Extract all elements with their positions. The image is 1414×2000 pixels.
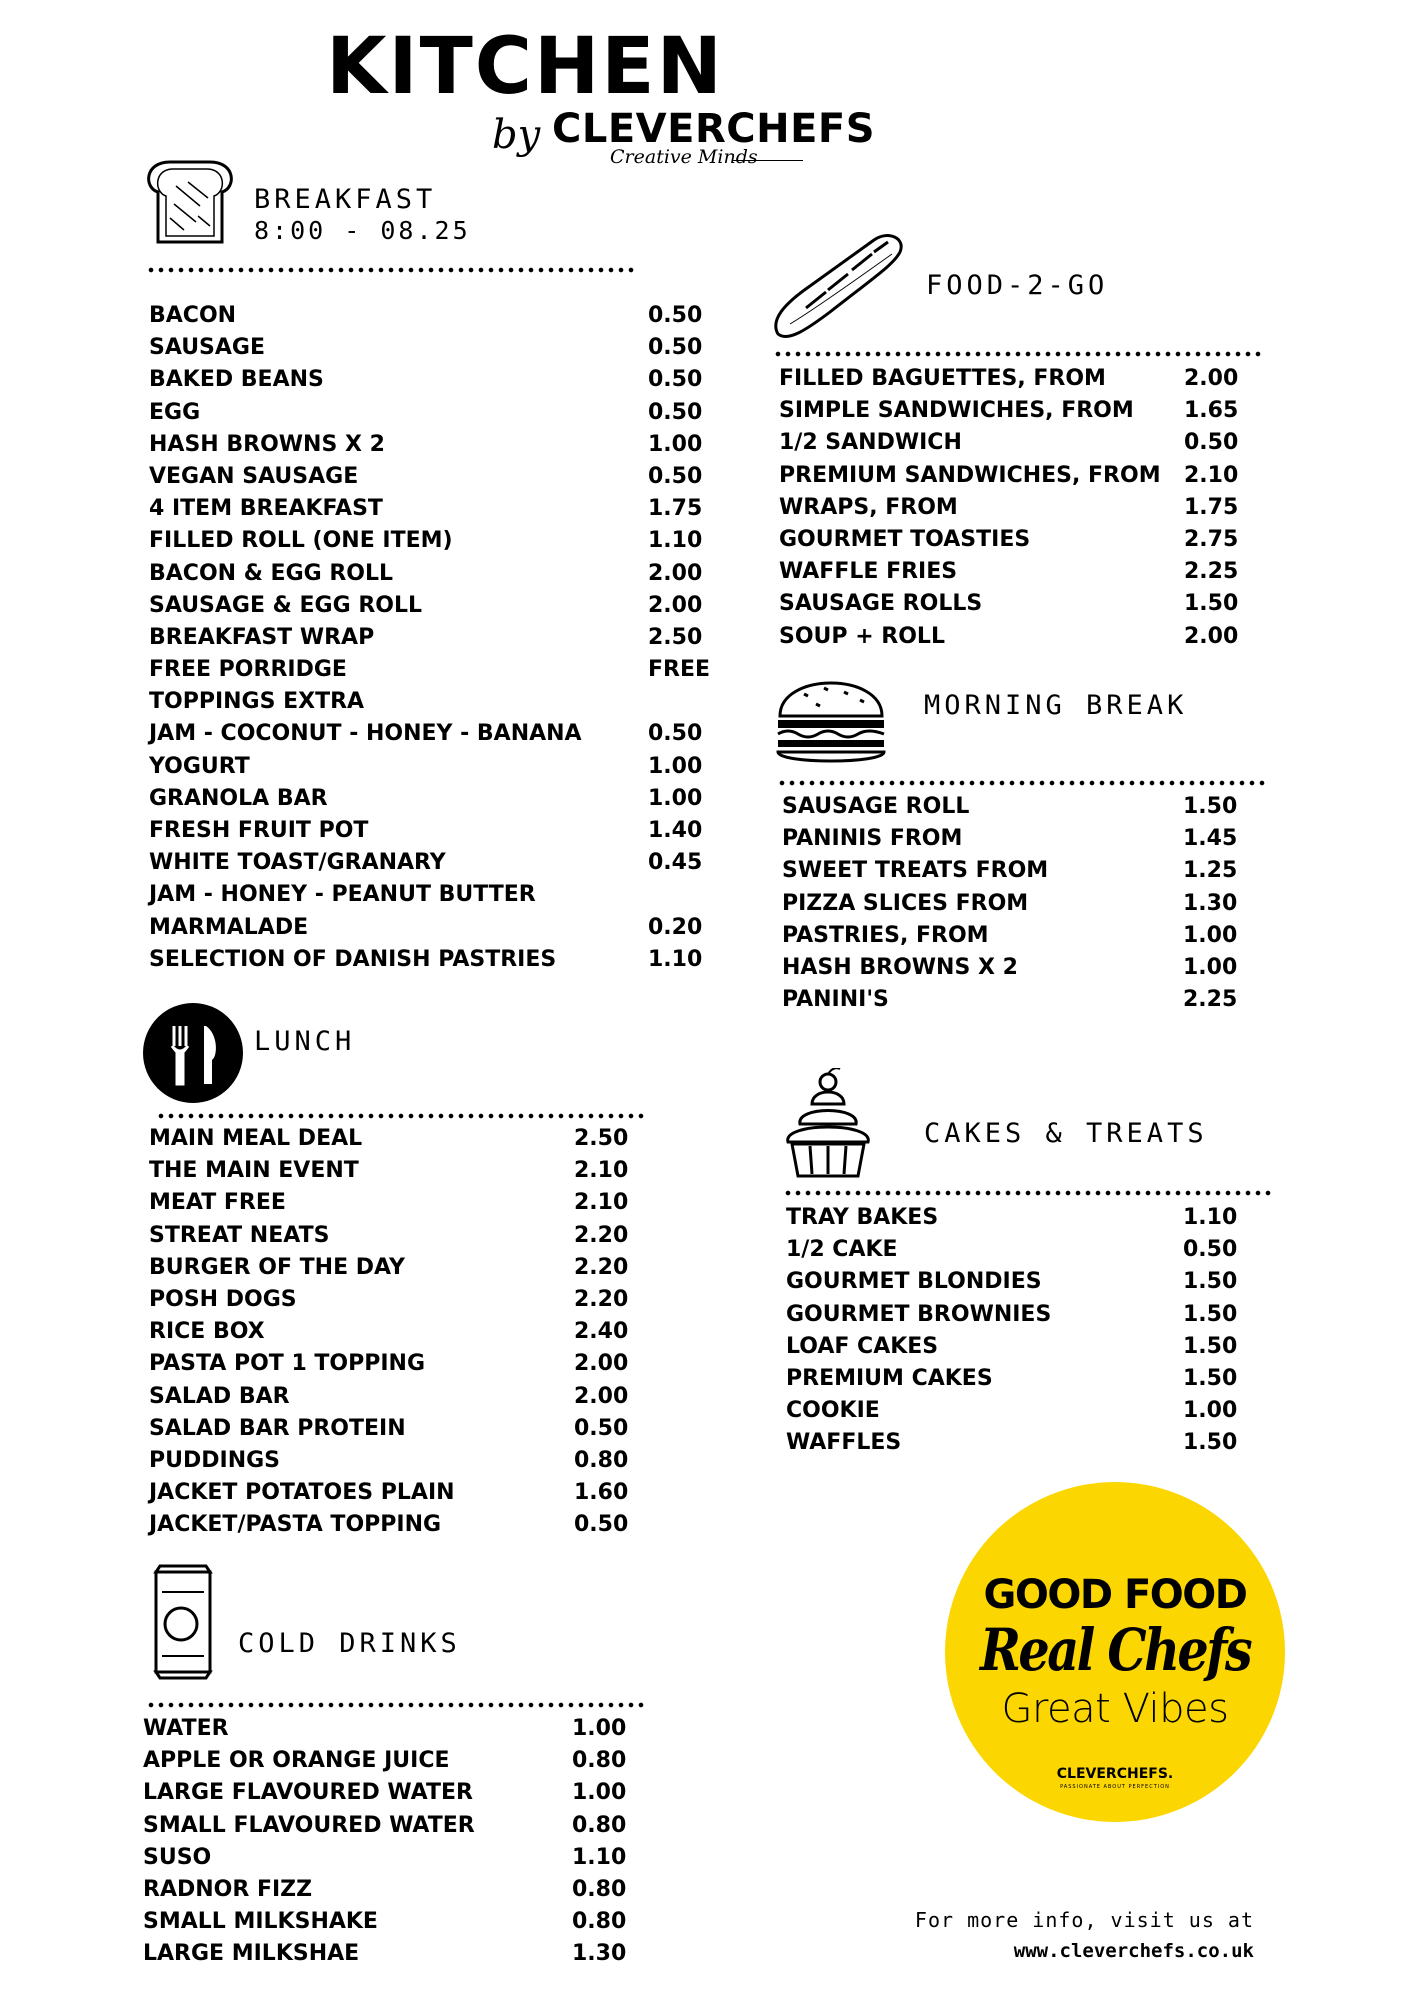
menu-item-name: SAUSAGE xyxy=(149,335,266,361)
menu-item-name: 4 ITEM BREAKFAST xyxy=(149,496,383,522)
menu-item-price: 2.40 xyxy=(574,1319,629,1345)
menu-item-price: 0.80 xyxy=(574,1447,629,1473)
menu-item-price: 0.80 xyxy=(572,1909,627,1935)
menu-item-price: 0.45 xyxy=(648,850,703,876)
menu-item-price: 1.10 xyxy=(648,946,703,972)
menu-item-name: TRAY BAKES xyxy=(786,1205,939,1230)
menu-item-name: WHITE TOAST/GRANARY xyxy=(149,850,446,876)
menu-item-price: 0.50 xyxy=(1184,430,1239,456)
breakfast-title: BREAKFAST xyxy=(254,184,437,215)
cakes-treats-title: CAKES & TREATS xyxy=(924,1118,1208,1149)
menu-item-name: MARMALADE xyxy=(149,914,309,940)
menu-item-price: 1.00 xyxy=(648,785,703,811)
menu-item-price: 2.50 xyxy=(648,624,703,650)
menu-item xyxy=(143,1906,663,1938)
menu-item-name: JACKET POTATOES PLAIN xyxy=(149,1480,455,1506)
menu-item-name: SAUSAGE & EGG ROLL xyxy=(149,592,423,618)
cold-drinks-list xyxy=(143,1713,663,1971)
menu-item-name: JAM - COCONUT - HONEY - BANANA xyxy=(149,721,582,747)
lunch-title: LUNCH xyxy=(254,1026,356,1057)
menu-item-name: APPLE OR ORANGE JUICE xyxy=(143,1748,450,1774)
breakfast-divider xyxy=(146,267,636,273)
menu-item xyxy=(779,363,1279,395)
menu-item-name: BAKED BEANS xyxy=(149,367,324,393)
menu-item xyxy=(782,791,1282,823)
food-to-go-divider xyxy=(773,351,1263,357)
menu-item xyxy=(149,429,729,461)
menu-item xyxy=(149,879,729,911)
menu-item xyxy=(143,1938,663,1970)
menu-item xyxy=(143,1777,663,1809)
menu-item-price: 1.50 xyxy=(1183,1430,1238,1456)
menu-item-price: 1.50 xyxy=(1184,591,1239,617)
menu-item xyxy=(779,460,1279,492)
menu-item xyxy=(149,1123,669,1155)
menu-item-name: LOAF CAKES xyxy=(786,1333,939,1359)
lunch-list xyxy=(149,1123,669,1541)
menu-item xyxy=(149,364,729,396)
menu-item-name: LARGE MILKSHAE xyxy=(143,1941,360,1967)
fork-knife-icon xyxy=(142,1002,244,1104)
menu-item-price: 1.50 xyxy=(1183,794,1238,819)
menu-item xyxy=(786,1331,1286,1363)
menu-item xyxy=(149,1284,669,1316)
menu-item-name: RADNOR FIZZ xyxy=(143,1876,313,1902)
menu-item-name: LARGE FLAVOURED WATER xyxy=(143,1780,473,1806)
menu-item-name: SMALL FLAVOURED WATER xyxy=(143,1812,475,1838)
menu-item xyxy=(149,525,729,557)
menu-item xyxy=(149,783,729,815)
food-to-go-list xyxy=(779,363,1279,653)
brand-tagline: Creative Minds xyxy=(610,146,758,168)
menu-item-price: 1.10 xyxy=(572,1844,627,1870)
menu-item-name: BURGER OF THE DAY xyxy=(149,1254,405,1280)
menu-item-price: 2.10 xyxy=(574,1190,629,1216)
menu-item xyxy=(779,621,1279,653)
menu-item xyxy=(786,1266,1286,1298)
badge-line-real-chefs: Real Chefs xyxy=(979,1616,1251,1684)
menu-item xyxy=(782,855,1282,887)
menu-item-price: 1.75 xyxy=(1184,494,1239,520)
page-title: KITCHEN xyxy=(326,22,724,112)
menu-item-name: YOGURT xyxy=(149,753,250,779)
menu-item-price: 2.25 xyxy=(1183,987,1238,1013)
menu-item-name: THE MAIN EVENT xyxy=(149,1158,359,1184)
menu-item-price: 0.80 xyxy=(572,1748,627,1774)
menu-item xyxy=(786,1427,1286,1459)
menu-item-name: PREMIUM CAKES xyxy=(786,1365,993,1391)
menu-item xyxy=(149,944,729,976)
menu-item-price: 1.60 xyxy=(574,1480,629,1506)
menu-item xyxy=(149,1348,669,1380)
menu-item-price: 0.50 xyxy=(648,463,703,489)
menu-item xyxy=(149,1316,669,1348)
menu-item-name: BREAKFAST WRAP xyxy=(149,624,375,650)
menu-item-name: 1/2 CAKE xyxy=(786,1237,898,1263)
menu-item-price: 1.10 xyxy=(1183,1205,1238,1230)
menu-item-price: 1.50 xyxy=(1183,1301,1238,1327)
cakes-treats-list xyxy=(786,1202,1286,1460)
menu-item-price: 1.00 xyxy=(648,431,703,457)
menu-item-name: MEAT FREE xyxy=(149,1190,286,1216)
menu-item xyxy=(786,1395,1286,1427)
menu-item xyxy=(782,888,1282,920)
menu-item-name: RICE BOX xyxy=(149,1319,265,1345)
menu-item xyxy=(149,1252,669,1284)
menu-item xyxy=(782,920,1282,952)
tagline-underline xyxy=(733,160,803,161)
toast-icon xyxy=(140,156,240,246)
menu-item xyxy=(779,556,1279,588)
badge-brand-tagline: PASSIONATE ABOUT PERFECTION xyxy=(1060,1784,1170,1790)
menu-item-name: STREAT NEATS xyxy=(149,1222,330,1248)
menu-item xyxy=(149,1220,669,1252)
cold-drinks-title: COLD DRINKS xyxy=(238,1628,461,1659)
menu-item-price: 1.10 xyxy=(648,528,703,554)
menu-item-name: JAM - HONEY - PEANUT BUTTER xyxy=(149,882,536,908)
menu-item-price: 1.40 xyxy=(648,818,703,843)
menu-item-price: 2.50 xyxy=(574,1126,629,1151)
menu-item-price: 2.00 xyxy=(574,1351,629,1377)
menu-item xyxy=(786,1202,1286,1234)
morning-break-list xyxy=(782,791,1282,1016)
menu-item-name: FRESH FRUIT POT xyxy=(149,818,369,843)
menu-item-name: SMALL MILKSHAKE xyxy=(143,1909,378,1935)
menu-item-price: 1.50 xyxy=(1183,1333,1238,1359)
menu-item xyxy=(149,493,729,525)
menu-item xyxy=(149,590,729,622)
menu-item-price: 1.25 xyxy=(1183,858,1238,884)
morning-break-title: MORNING BREAK xyxy=(924,690,1188,721)
menu-item-price: FREE xyxy=(648,657,711,683)
menu-item xyxy=(779,395,1279,427)
menu-item-price: 2.00 xyxy=(648,560,703,586)
menu-item-name: BACON & EGG ROLL xyxy=(149,560,394,586)
menu-item-name: PREMIUM SANDWICHES, FROM xyxy=(779,462,1161,488)
menu-item-name: SALAD BAR PROTEIN xyxy=(149,1415,406,1441)
cold-drinks-divider xyxy=(146,1702,644,1708)
badge-brand: CLEVERCHEFS. xyxy=(1056,1766,1174,1782)
menu-item-price: 0.50 xyxy=(648,399,703,425)
menu-item xyxy=(149,1155,669,1187)
menu-item-price: 2.20 xyxy=(574,1286,629,1312)
menu-item xyxy=(149,397,729,429)
menu-item-name: WATER xyxy=(143,1716,229,1741)
menu-item xyxy=(149,912,729,944)
menu-item-price: 2.00 xyxy=(574,1383,629,1409)
menu-item xyxy=(149,300,729,332)
menu-item-price: 1.00 xyxy=(1183,954,1238,980)
menu-item xyxy=(143,1810,663,1842)
menu-item xyxy=(149,558,729,590)
menu-item xyxy=(779,524,1279,556)
menu-item xyxy=(782,952,1282,984)
menu-item xyxy=(149,654,729,686)
menu-item-price: 2.10 xyxy=(574,1158,629,1184)
menu-item-price: 1.50 xyxy=(1183,1269,1238,1295)
menu-item xyxy=(149,622,729,654)
menu-item-price: 1.00 xyxy=(572,1780,627,1806)
menu-item-price: 1.75 xyxy=(648,496,703,522)
menu-item-price: 1.00 xyxy=(572,1716,627,1741)
menu-item-name: HASH BROWNS X 2 xyxy=(782,954,1018,980)
menu-item-name: HASH BROWNS X 2 xyxy=(149,431,385,457)
menu-item xyxy=(782,984,1282,1016)
menu-item-price: 0.50 xyxy=(648,303,703,328)
menu-item-name: SELECTION OF DANISH PASTRIES xyxy=(149,946,557,972)
menu-item xyxy=(149,1509,669,1541)
menu-item-price: 1.45 xyxy=(1183,826,1238,852)
menu-item xyxy=(149,686,729,718)
cupcake-icon xyxy=(782,1068,874,1180)
badge-line-great-vibes: Great Vibes xyxy=(1001,1686,1229,1732)
menu-item-price: 0.50 xyxy=(574,1512,629,1538)
menu-item xyxy=(786,1363,1286,1395)
cakes-treats-divider xyxy=(783,1190,1273,1196)
menu-item-name: TOPPINGS EXTRA xyxy=(149,689,365,715)
menu-item-name: FREE PORRIDGE xyxy=(149,657,347,683)
menu-item xyxy=(149,1477,669,1509)
menu-item-name: POSH DOGS xyxy=(149,1286,297,1312)
menu-item-name: PANINIS FROM xyxy=(782,826,963,852)
menu-item xyxy=(149,718,729,750)
menu-item-name: SAUSAGE ROLL xyxy=(782,794,970,819)
menu-item xyxy=(143,1713,663,1745)
breakfast-time: 8:00 - 08.25 xyxy=(254,216,471,245)
menu-item xyxy=(143,1874,663,1906)
menu-item xyxy=(779,588,1279,620)
menu-item-price: 0.50 xyxy=(1183,1237,1238,1263)
soda-can-icon xyxy=(148,1562,218,1682)
menu-item-price: 0.80 xyxy=(572,1812,627,1838)
menu-item xyxy=(149,847,729,879)
menu-item xyxy=(149,1445,669,1477)
menu-item xyxy=(786,1234,1286,1266)
menu-item-name: PUDDINGS xyxy=(149,1447,281,1473)
menu-item-price: 1.30 xyxy=(1183,890,1238,916)
menu-item xyxy=(779,427,1279,459)
menu-item-price: 1.00 xyxy=(648,753,703,779)
menu-item-name: WAFFLES xyxy=(786,1430,902,1456)
menu-item-price: 0.50 xyxy=(648,721,703,747)
menu-item-name: PASTRIES, FROM xyxy=(782,922,989,948)
baguette-icon xyxy=(770,228,908,344)
menu-item xyxy=(149,1187,669,1219)
menu-item xyxy=(786,1299,1286,1331)
menu-item-price: 2.10 xyxy=(1184,462,1239,488)
menu-item-name: PASTA POT 1 TOPPING xyxy=(149,1351,426,1377)
menu-item-price: 0.50 xyxy=(648,367,703,393)
food-to-go-title: FOOD-2-GO xyxy=(926,270,1109,301)
menu-item-name: SWEET TREATS FROM xyxy=(782,858,1049,884)
menu-item xyxy=(143,1745,663,1777)
menu-item xyxy=(779,492,1279,524)
footer-info-text: For more info, visit us at xyxy=(914,1908,1254,1932)
menu-item xyxy=(782,823,1282,855)
lunch-divider xyxy=(156,1113,646,1119)
by-text: by xyxy=(492,112,541,158)
menu-item xyxy=(149,751,729,783)
menu-item-name: GOURMET TOASTIES xyxy=(779,526,1031,552)
menu-item-name: SALAD BAR xyxy=(149,1383,290,1409)
menu-item xyxy=(149,332,729,364)
menu-item-price: 0.50 xyxy=(648,335,703,361)
menu-item-price: 0.50 xyxy=(574,1415,629,1441)
brand-name: CLEVERCHEFS xyxy=(552,106,876,152)
menu-item-name: MAIN MEAL DEAL xyxy=(149,1126,363,1151)
menu-item-price: 2.25 xyxy=(1184,559,1239,585)
menu-item xyxy=(149,815,729,847)
menu-item-name: BACON xyxy=(149,303,237,328)
burger-icon xyxy=(774,676,888,766)
menu-item-name: GOURMET BLONDIES xyxy=(786,1269,1042,1295)
menu-item-name: PIZZA SLICES FROM xyxy=(782,890,1029,916)
menu-item-name: JACKET/PASTA TOPPING xyxy=(149,1512,442,1538)
menu-item xyxy=(143,1842,663,1874)
menu-item-name: FILLED ROLL (ONE ITEM) xyxy=(149,528,453,554)
menu-item xyxy=(149,1381,669,1413)
menu-item-price: 1.65 xyxy=(1184,398,1239,424)
menu-item-price: 2.00 xyxy=(1184,623,1239,649)
menu-item-name: SOUP + ROLL xyxy=(779,623,945,649)
menu-item-name: WAFFLE FRIES xyxy=(779,559,958,585)
menu-item-name: SAUSAGE ROLLS xyxy=(779,591,983,617)
menu-item-name: GOURMET BROWNIES xyxy=(786,1301,1052,1327)
morning-break-divider xyxy=(777,780,1267,786)
breakfast-list xyxy=(149,300,729,976)
menu-item-name: VEGAN SAUSAGE xyxy=(149,463,359,489)
menu-item-price: 1.50 xyxy=(1183,1365,1238,1391)
menu-item-price: 1.30 xyxy=(572,1941,627,1967)
menu-item-price: 0.20 xyxy=(648,914,703,940)
menu-item-name: EGG xyxy=(149,399,201,425)
menu-item xyxy=(149,461,729,493)
menu-item-price: 1.00 xyxy=(1183,922,1238,948)
menu-item-name: 1/2 SANDWICH xyxy=(779,430,962,456)
menu-item-price: 2.00 xyxy=(1184,366,1239,391)
menu-item-name: WRAPS, FROM xyxy=(779,494,958,520)
menu-item-price: 2.20 xyxy=(574,1222,629,1248)
menu-item-name: SUSO xyxy=(143,1844,212,1870)
menu-item-price: 0.80 xyxy=(572,1876,627,1902)
menu-item-price: 2.75 xyxy=(1184,526,1239,552)
menu-item-name: FILLED BAGUETTES, FROM xyxy=(779,366,1106,391)
menu-item-name: SIMPLE SANDWICHES, FROM xyxy=(779,398,1134,424)
menu-item-name: GRANOLA BAR xyxy=(149,785,328,811)
menu-item-name: PANINI'S xyxy=(782,987,889,1013)
menu-item-name: COOKIE xyxy=(786,1398,880,1424)
menu-item-price: 2.20 xyxy=(574,1254,629,1280)
menu-item-price: 2.00 xyxy=(648,592,703,618)
badge-line-good-food: GOOD FOOD xyxy=(983,1572,1247,1618)
menu-item xyxy=(149,1413,669,1445)
menu-item-price: 1.00 xyxy=(1183,1398,1238,1424)
footer-url-link[interactable]: www.cleverchefs.co.uk xyxy=(1013,1940,1254,1962)
